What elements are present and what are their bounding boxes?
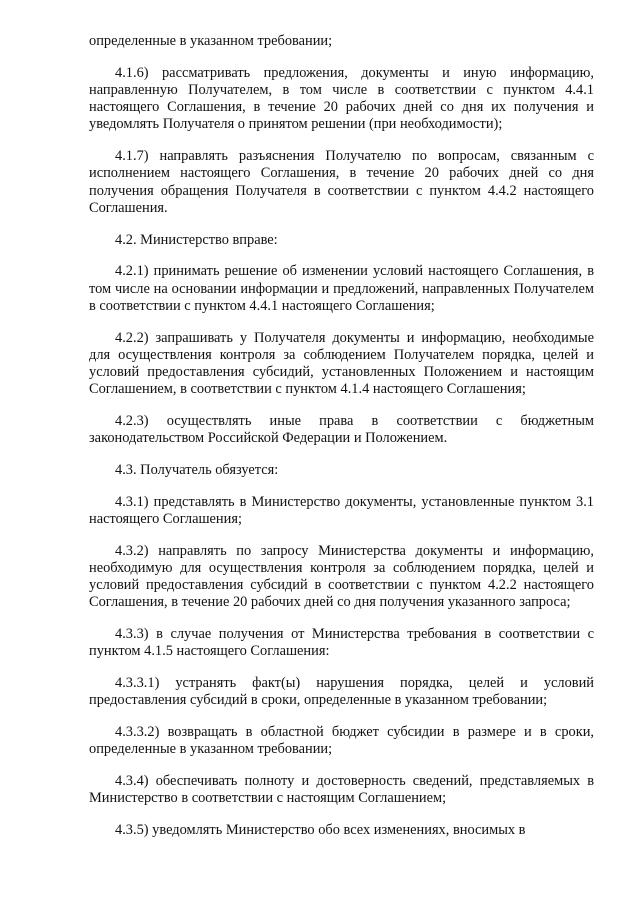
paragraph-4-3-5: 4.3.5) уведомлять Министерство обо всех изменениях, вносимых в bbox=[115, 822, 526, 839]
paragraph-4-3-4: 4.3.4) обеспечивать полноту и достоверность сведений, представляемых в Министерство в соответствии с настоящим Соглашением; bbox=[89, 773, 594, 807]
paragraph-4-1-6: 4.1.6) рассматривать предложения, документы и иную информацию, направленную Получателем, в том числе в соответствии с пунктом 4.4.1 настоящего Соглашения, в течение 20 рабочих дней со дня их получения и уведомлять Получателя о принятом решении (при необходимости); bbox=[89, 64, 594, 133]
paragraph-continuation: определенные в указанном требовании; bbox=[89, 33, 333, 49]
paragraph-4-3-3-2: 4.3.3.2) возвращать в областной бюджет субсидии в размере и в сроки, определенные в указанном требовании; bbox=[89, 724, 594, 758]
paragraph-4-2-2: 4.2.2) запрашивать у Получателя документы и информацию, необходимые для осуществления контроля за соблюдением Получателем порядка, целей и условий предоставления субсидий, установленных Положением и настоящим Соглашением, в соответствии с пунктом 4.1.4 настоящего Соглашения; bbox=[89, 329, 594, 398]
paragraph-4-3-2: 4.3.2) направлять по запросу Министерства документы и информацию, необходимую для осуществления контроля за соблюдением порядка, целей и условий предоставления субсидий в соответствии с пунктом 4.2.2 настоящего Соглашения, в течение 20 рабочих дней со дня получения указанного запроса; bbox=[89, 542, 594, 611]
paragraph-4-2-1: 4.2.1) принимать решение об изменении условий настоящего Соглашения, в том числе на основании информации и предложений, направленных Получателем в соответствии с пунктом 4.4.1 настоящего Соглашения; bbox=[89, 263, 594, 314]
paragraph-4-3-1: 4.3.1) представлять в Министерство документы, установленные пунктом 3.1 настоящего Соглашения; bbox=[89, 493, 594, 528]
paragraph-4-3-3: 4.3.3) в случае получения от Министерства требования в соответствии с пунктом 4.1.5 настоящего Соглашения: bbox=[89, 626, 594, 660]
section-heading-4-2: 4.2. Министерство вправе: bbox=[115, 231, 278, 248]
paragraph-4-2-3: 4.2.3) осуществлять иные права в соответствии с бюджетным законодательством Российской Федерации и Положением. bbox=[89, 413, 594, 447]
paragraph-4-1-7: 4.1.7) направлять разъяснения Получателю по вопросам, связанным с исполнением настоящего Соглашения, в течение 20 рабочих дней со дня получения обращения Получателя в соответствии с пунктом 4.4.2 настоящего Соглашения. bbox=[89, 148, 594, 216]
section-heading-4-3: 4.3. Получатель обязуется: bbox=[115, 462, 279, 479]
paragraph-4-3-3-1: 4.3.3.1) устранять факт(ы) нарушения порядка, целей и условий предоставления субсидий в сроки, определенные в указанном требовании; bbox=[89, 675, 594, 709]
